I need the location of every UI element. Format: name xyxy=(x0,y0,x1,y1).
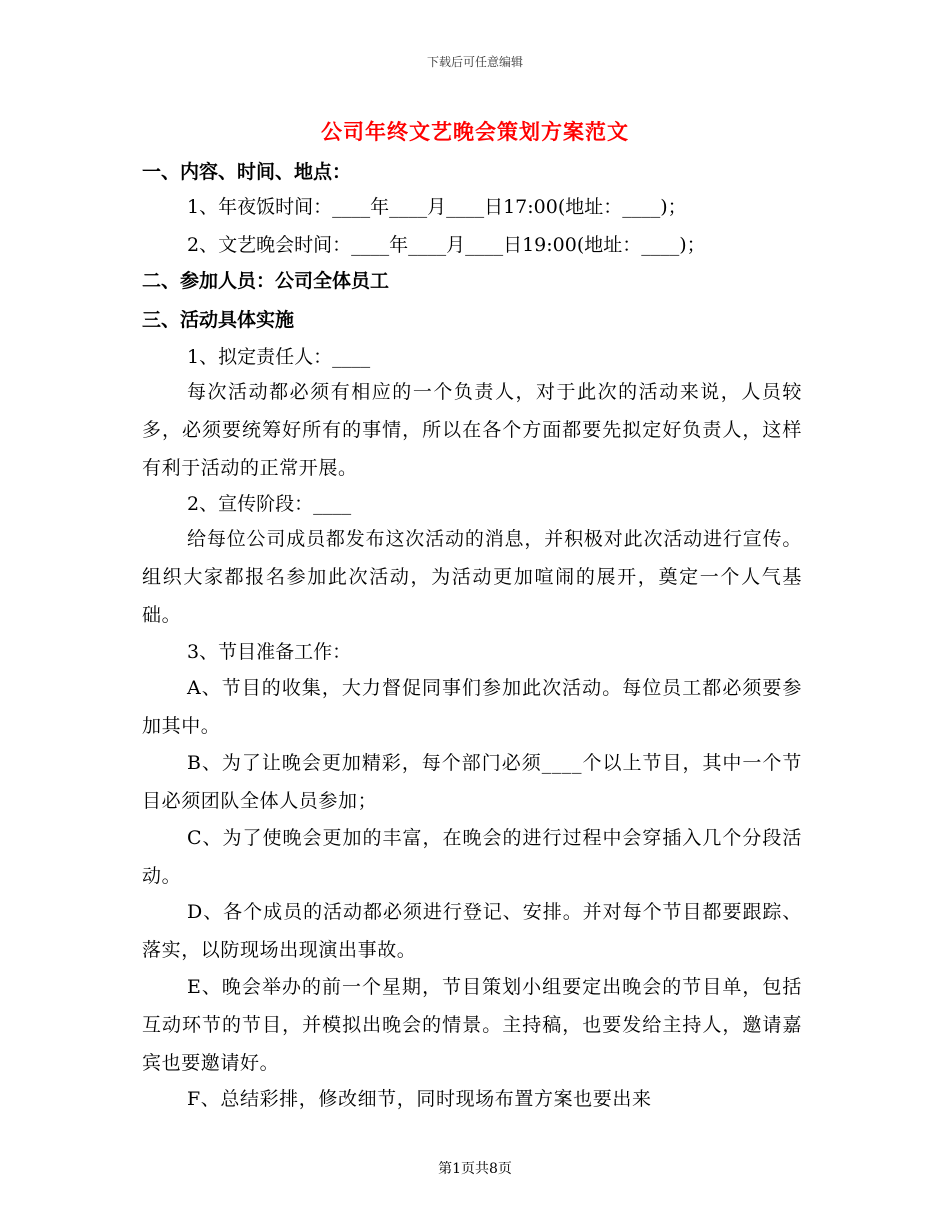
section-1-heading: 一、内容、时间、地点： xyxy=(142,161,352,183)
header-note: 下载后可任意编辑 xyxy=(426,55,523,69)
promotion-stage-line: 2、宣传阶段：____ xyxy=(187,493,352,515)
program-item-d: D、各个成员的活动都必须进行登记、安排。并对每个节目都要跟踪、落实，以防现场出现演出事故。 xyxy=(142,901,802,961)
program-item-a: A、节目的收集，大力督促同事们参加此次活动。每位员工都必须要参加其中。 xyxy=(142,677,802,737)
program-item-b: B、为了让晚会更加精彩，每个部门必须____个以上节目，其中一个节目必须团队全体人员参加； xyxy=(142,752,802,812)
responsible-person-paragraph: 每次活动都必须有相应的一个负责人，对于此次的活动来说，人员较多，必须要统筹好所有的事情，所以在各个方面都要先拟定好负责人，这样有利于活动的正常开展。 xyxy=(142,381,802,479)
program-item-c: C、为了使晚会更加的丰富，在晚会的进行过程中会穿插入几个分段活动。 xyxy=(142,827,802,887)
program-item-e: E、晚会举办的前一个星期，节目策划小组要定出晚会的节目单，包括互动环节的节目，并模拟出晚会的情景。主持稿，也要发给主持人，邀请嘉宾也要邀请好。 xyxy=(142,976,802,1074)
page-footer: 第1页共8页 xyxy=(438,1161,512,1177)
program-prep-line: 3、节目准备工作： xyxy=(187,641,352,663)
program-item-f: F、总结彩排，修改细节，同时现场布置方案也要出来 xyxy=(187,1088,652,1110)
section-3-heading: 三、活动具体实施 xyxy=(142,309,295,331)
dinner-time-line: 1、年夜饭时间：____年____月____日17:00(地址：____)； xyxy=(187,196,687,218)
promotion-stage-paragraph: 给每位公司成员都发布这次活动的消息，并积极对此次活动进行宣传。组织大家都报名参加此次活动，为活动更加喧闹的展开，奠定一个人气基础。 xyxy=(142,528,802,626)
section-2-heading: 二、参加人员：公司全体员工 xyxy=(142,270,390,292)
responsible-person-line: 1、拟定责任人：____ xyxy=(187,346,371,368)
gala-time-line: 2、文艺晚会时间：____年____月____日19:00(地址：____)； xyxy=(187,234,706,256)
document-title: 公司年终文艺晚会策划方案范文 xyxy=(321,119,629,144)
